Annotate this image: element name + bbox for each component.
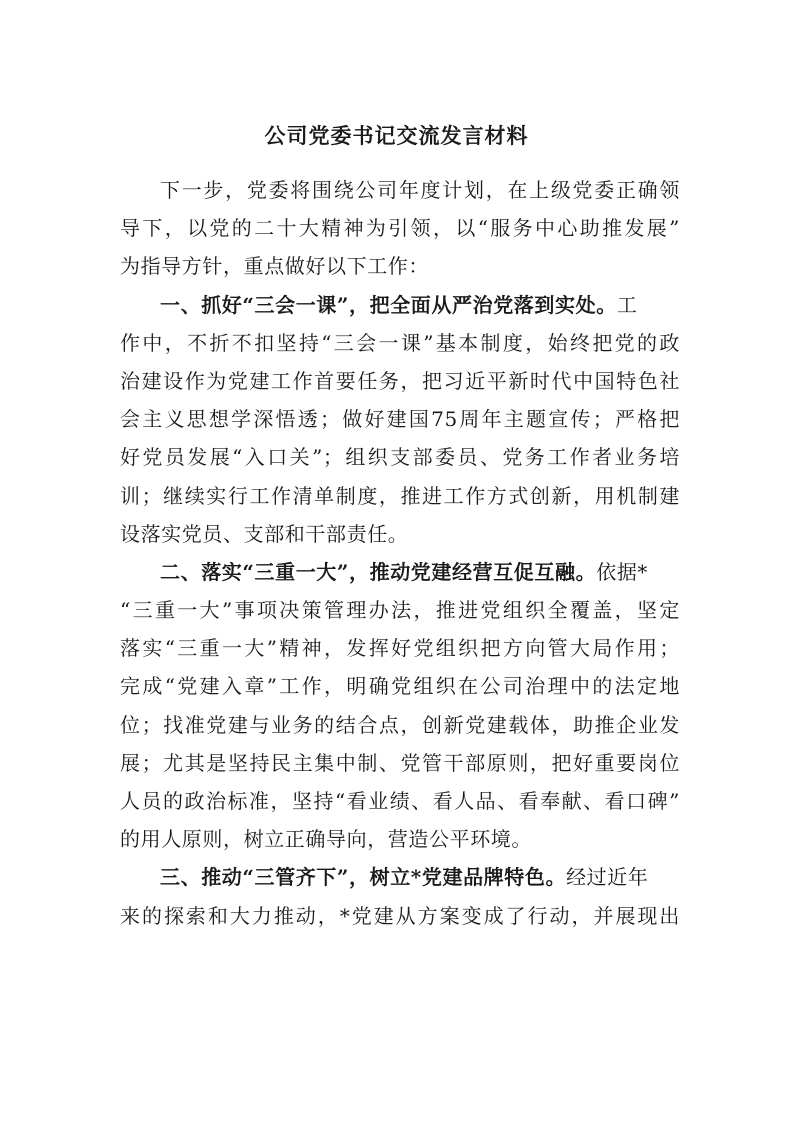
paragraph-line: 治建设作为党建工作首要任务，把习近平新时代中国特色社 <box>120 368 680 393</box>
document-title: 公司党委书记交流发言材料 <box>264 123 529 148</box>
section-2-heading: 二、落实“三重一大”，推动党建经营互促互融。 <box>160 559 597 584</box>
section-3-heading: 三、推动“三管齐下”，树立*党建品牌特色。 <box>160 865 567 890</box>
paragraph-line: 会主义思想学深悟透；做好建国75周年主题宣传；严格把 <box>120 407 680 432</box>
section-2-first-line <box>120 553 680 591</box>
section-2-first-tail: 依据* <box>596 559 649 584</box>
paragraph-line: 设落实党员、支部和干部责任。 <box>120 521 409 546</box>
paragraph-line: 作中，不折不扣坚持“三会一课”基本制度，始终把党的政 <box>120 330 680 355</box>
section-1-first-tail: 工 <box>616 292 638 317</box>
paragraph-line: 落实“三重一大”精神，发挥好党组织把方向管大局作用； <box>120 636 680 661</box>
paragraph-line: 下一步，党委将围绕公司年度计划，在上级党委正确领 <box>160 178 680 202</box>
paragraph-line: 训；继续实行工作清单制度，推进工作方式创新，用机制建 <box>120 483 680 508</box>
paragraph-line: 好党员发展“入口关”；组织支部委员、党务工作者业务培 <box>120 445 680 470</box>
paragraph-line: 的用人原则，树立正确导向，营造公平环境。 <box>120 827 532 852</box>
document-body <box>120 171 680 935</box>
section-3-first-tail: 经过近年 <box>566 865 649 890</box>
paragraph-line: 展；尤其是坚持民主集中制、党管干部原则，把好重要岗位 <box>120 750 680 775</box>
section-1-first-line <box>120 286 680 324</box>
paragraph-line: 位；找准党建与业务的结合点，创新党建载体，助推企业发 <box>120 712 680 737</box>
section-3-first-line <box>120 858 680 896</box>
section-1-heading: 一、抓好“三会一课”，把全面从严治党落到实处。 <box>160 292 617 317</box>
paragraph-line: 人员的政治标准，坚持“看业绩、看人品、看奉献、看口碑” <box>120 789 680 813</box>
paragraph-line: 为指导方针，重点做好以下工作： <box>120 254 429 279</box>
paragraph-line: “三重一大”事项决策管理办法，推进党组织全覆盖，坚定 <box>120 598 680 623</box>
paragraph-line: 来的探索和大力推动，*党建从方案变成了行动，并展现出 <box>120 903 680 928</box>
paragraph-line: 导下，以党的二十大精神为引领，以“服务中心助推发展” <box>120 216 680 241</box>
paragraph-line: 完成“党建入章”工作，明确党组织在公司治理中的法定地 <box>120 674 680 699</box>
